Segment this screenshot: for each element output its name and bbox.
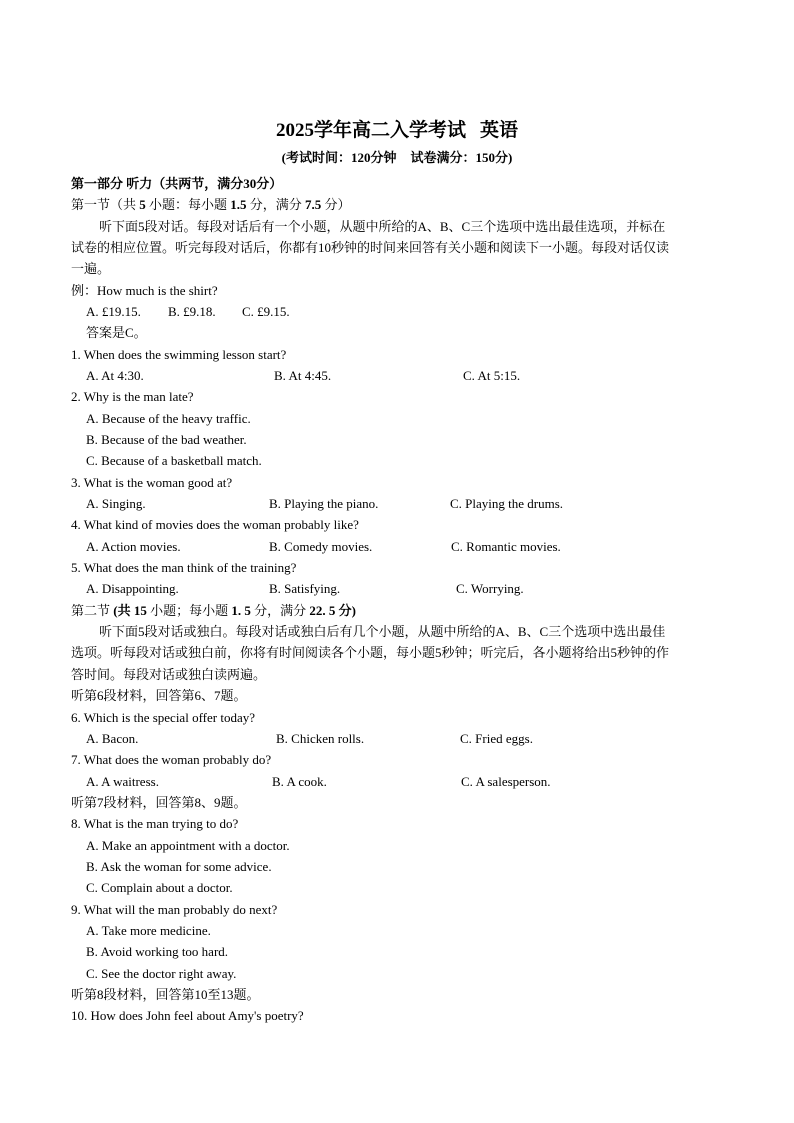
question-text: 1. When does the swimming lesson start? (71, 347, 287, 362)
answer-option[interactable]: A. Because of the heavy traffic. (86, 411, 251, 426)
section1-instructions-line: 一遍。 (71, 261, 111, 276)
section1-heading: 第一节（共 5 小题：每小题 1.5 分，满分 7.5 分） (71, 197, 351, 212)
answer-option[interactable]: A. Singing. (86, 496, 146, 511)
answer-option[interactable]: C. Romantic movies. (451, 539, 561, 554)
question-text: 5. What does the man think of the training? (71, 560, 297, 575)
question-text: 6. Which is the special offer today? (71, 710, 255, 725)
answer-option[interactable]: B. Avoid working too hard. (86, 944, 229, 959)
answer-option[interactable]: C. A salesperson. (461, 774, 551, 789)
question-text: 7. What does the woman probably do? (71, 752, 272, 767)
answer-option[interactable]: B. Ask the woman for some advice. (86, 859, 272, 874)
answer-option[interactable]: A. Action movies. (86, 539, 181, 554)
answer-option[interactable]: C. Because of a basketball match. (86, 453, 262, 468)
question-text: 4. What kind of movies does the woman probably like? (71, 517, 359, 532)
section2-instructions-line: 答时间。每段对话或独白读两遍。 (71, 667, 267, 682)
section1-instructions-line: 听下面5段对话。每段对话后有一个小题，从题中所给的A、B、C三个选项中选出最佳选项，并标在 (99, 219, 666, 234)
answer-option[interactable]: B. Playing the piano. (269, 496, 379, 511)
exam-title (0, 119, 794, 143)
example-option: A. £19.15. (86, 304, 141, 319)
exam-title-main: 2025学年高二入学考试 (275, 120, 466, 141)
exam-time: (考试时间：120分钟 (281, 150, 397, 165)
answer-option[interactable]: C. See the doctor right away. (86, 966, 237, 981)
answer-option[interactable]: C. Playing the drums. (450, 496, 564, 511)
answer-option[interactable]: C. Complain about a doctor. (86, 880, 233, 895)
answer-option[interactable]: C. At 5:15. (463, 368, 521, 383)
answer-option[interactable]: B. A cook. (272, 774, 327, 789)
material-note: 听第7段材料，回答第8、9题。 (71, 795, 247, 810)
answer-option[interactable]: B. Chicken rolls. (276, 731, 365, 746)
example-option: C. £9.15. (242, 304, 290, 319)
answer-option[interactable]: B. At 4:45. (274, 368, 332, 383)
question-text: 9. What will the man probably do next? (71, 902, 278, 917)
material-note: 听第8段材料，回答第10至13题。 (71, 987, 260, 1002)
answer-option[interactable]: A. Disappointing. (86, 581, 179, 596)
question-text: 2. Why is the man late? (71, 389, 194, 404)
section2-heading: 第二节 (共 15 小题；每小题 1. 5 分，满分 22. 5 分) (71, 603, 356, 618)
question-text: 10. How does John feel about Amy's poetry? (71, 1008, 304, 1023)
answer-option[interactable]: A. Make an appointment with a doctor. (86, 838, 290, 853)
example-answer: 答案是C。 (86, 325, 147, 340)
answer-option[interactable]: B. Satisfying. (269, 581, 341, 596)
example-question: 例：How much is the shirt? (71, 283, 218, 298)
answer-option[interactable]: A. Bacon. (86, 731, 139, 746)
material-note: 听第6段材料，回答第6、7题。 (71, 688, 247, 703)
section2-instructions-line: 选项。听每段对话或独白前，你将有时间阅读各个小题，每小题5秒钟；听完后，各小题将给出5秒钟的作 (71, 645, 670, 660)
answer-option[interactable]: C. Fried eggs. (460, 731, 533, 746)
answer-option[interactable]: B. Because of the bad weather. (86, 432, 247, 447)
exam-total-score: 试卷满分：150分) (410, 150, 513, 165)
answer-option[interactable]: B. Comedy movies. (269, 539, 373, 554)
answer-option[interactable]: C. Worrying. (456, 581, 524, 596)
answer-option[interactable]: A. Take more medicine. (86, 923, 211, 938)
section2-instructions-line: 听下面5段对话或独白。每段对话或独白后有几个小题，从题中所给的A、B、C三个选项中选出最佳 (99, 624, 666, 639)
example-option: B. £9.18. (168, 304, 216, 319)
section1-instructions-line: 试卷的相应位置。听完每段对话后，你都有10秒钟的时间来回答有关小题和阅读下一小题。每段对话仅读 (71, 240, 670, 255)
part1-heading: 第一部分 听力（共两节，满分30分） (71, 176, 283, 191)
question-text: 8. What is the man trying to do? (71, 816, 239, 831)
question-text: 3. What is the woman good at? (71, 475, 233, 490)
exam-subject: 英语 (480, 120, 519, 141)
exam-subtitle (0, 150, 794, 166)
answer-option[interactable]: A. A waitress. (86, 774, 159, 789)
answer-option[interactable]: A. At 4:30. (86, 368, 144, 383)
